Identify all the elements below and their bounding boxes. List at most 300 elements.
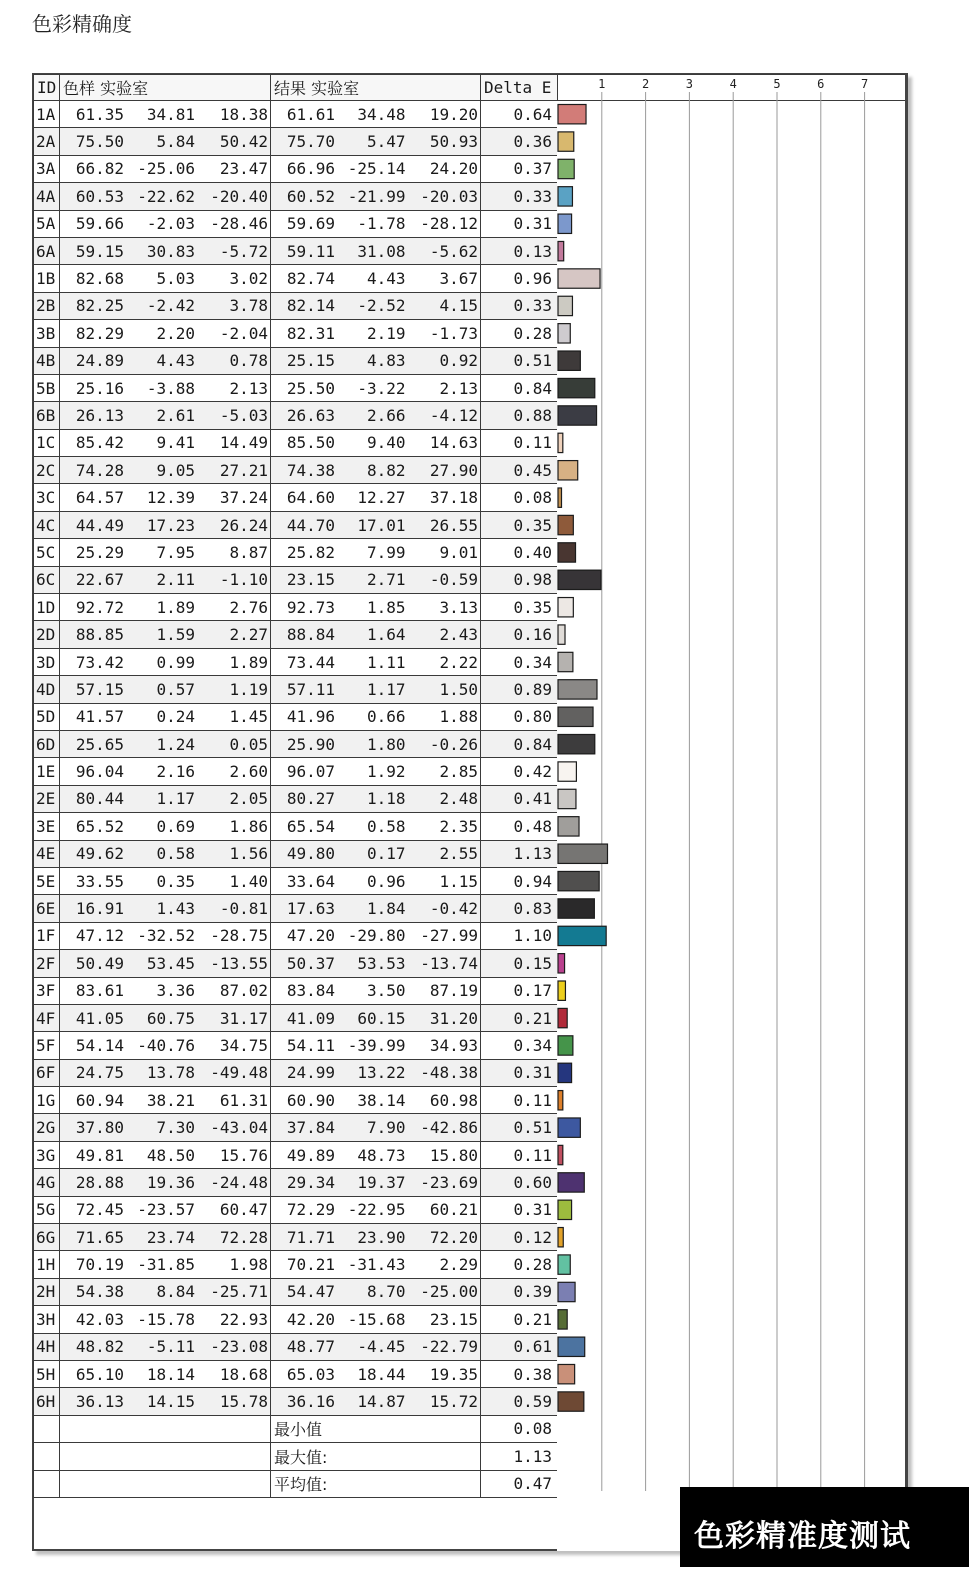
lab-l: 54.11 bbox=[286, 1035, 335, 1055]
lab-b: 3.67 bbox=[439, 269, 478, 289]
bar-1B bbox=[558, 269, 600, 288]
delta-e-value: 0.31 bbox=[481, 210, 559, 237]
lab-b: 26.24 bbox=[219, 515, 268, 535]
lab-b: 1.88 bbox=[439, 707, 478, 727]
lab-a: 1.80 bbox=[366, 734, 406, 754]
bar-1E bbox=[558, 762, 576, 781]
lab-l: 65.10 bbox=[75, 1364, 124, 1384]
summary-row bbox=[34, 1443, 559, 1470]
lab-l: 41.05 bbox=[75, 1008, 124, 1028]
patch-id: 1H bbox=[34, 1251, 60, 1278]
lab-a: 34.48 bbox=[357, 104, 406, 124]
lab-l: 25.90 bbox=[286, 734, 335, 754]
lab-b: -13.55 bbox=[210, 953, 268, 973]
delta-e-value: 0.64 bbox=[481, 101, 559, 128]
lab-a: -40.76 bbox=[137, 1035, 195, 1055]
lab-l: 83.84 bbox=[286, 981, 335, 1001]
lab-b: 60.47 bbox=[219, 1200, 268, 1220]
summary-empty-cell bbox=[60, 1470, 271, 1497]
lab-a: -15.78 bbox=[137, 1309, 195, 1329]
lab-l: 41.57 bbox=[75, 707, 124, 727]
lab-a: 5.03 bbox=[156, 269, 195, 289]
result-lab-values bbox=[271, 484, 481, 511]
sample-lab-values bbox=[60, 867, 271, 894]
result-lab-values bbox=[271, 867, 481, 894]
bar-2C bbox=[558, 461, 578, 480]
delta-e-value: 0.45 bbox=[481, 457, 559, 484]
lab-b: 2.05 bbox=[229, 789, 268, 809]
sample-lab-values bbox=[60, 484, 271, 511]
result-lab-values bbox=[271, 950, 481, 977]
lab-l: 59.11 bbox=[286, 241, 335, 261]
result-lab-values bbox=[271, 539, 481, 566]
bar-2F bbox=[558, 954, 565, 973]
patch-id: 4F bbox=[34, 1004, 60, 1031]
lab-b: -0.42 bbox=[429, 899, 478, 919]
patch-id: 4G bbox=[34, 1169, 60, 1196]
delta-e-value: 0.37 bbox=[481, 155, 559, 182]
lab-b: 1.40 bbox=[229, 871, 268, 891]
bar-1H bbox=[558, 1255, 570, 1274]
table-row bbox=[34, 703, 559, 730]
bar-4D bbox=[558, 680, 597, 699]
lab-a: 60.75 bbox=[146, 1008, 195, 1028]
lab-l: 85.42 bbox=[75, 433, 124, 453]
sample-lab-values bbox=[60, 1224, 271, 1251]
delta-e-bar-chart bbox=[557, 74, 907, 1551]
patch-id: 5H bbox=[34, 1360, 60, 1387]
sample-lab-values bbox=[60, 1251, 271, 1278]
result-lab-values bbox=[271, 183, 481, 210]
bar-2A bbox=[558, 132, 574, 151]
sample-lab-values bbox=[60, 730, 271, 757]
patch-id: 6E bbox=[34, 895, 60, 922]
summary-row bbox=[34, 1470, 559, 1497]
lab-b: 4.15 bbox=[439, 296, 478, 316]
lab-a: -23.57 bbox=[137, 1200, 195, 1220]
lab-a: 14.87 bbox=[357, 1392, 406, 1412]
lab-b: 22.93 bbox=[219, 1309, 268, 1329]
chart-background bbox=[557, 74, 907, 1551]
lab-b: 2.27 bbox=[229, 625, 268, 645]
lab-b: -28.75 bbox=[210, 926, 268, 946]
delta-e-table bbox=[33, 74, 559, 1498]
lab-l: 36.13 bbox=[75, 1392, 124, 1412]
delta-e-value: 0.33 bbox=[481, 183, 559, 210]
delta-e-value: 0.34 bbox=[481, 1032, 559, 1059]
table-row bbox=[34, 1224, 559, 1251]
x-tick-label: 7 bbox=[860, 77, 869, 91]
lab-a: -2.42 bbox=[146, 296, 195, 316]
bar-5E bbox=[558, 871, 599, 890]
lab-l: 42.20 bbox=[286, 1309, 335, 1329]
lab-a: 60.15 bbox=[357, 1008, 406, 1028]
patch-id: 1C bbox=[34, 429, 60, 456]
result-lab-values bbox=[271, 594, 481, 621]
lab-a: 30.83 bbox=[146, 241, 195, 261]
lab-b: 60.98 bbox=[429, 1090, 478, 1110]
lab-l: 73.42 bbox=[75, 652, 124, 672]
patch-id: 5D bbox=[34, 703, 60, 730]
sample-lab-values bbox=[60, 457, 271, 484]
delta-e-value: 0.38 bbox=[481, 1360, 559, 1387]
lab-a: 7.30 bbox=[156, 1118, 195, 1138]
result-lab-values bbox=[271, 511, 481, 538]
lab-b: -27.99 bbox=[420, 926, 478, 946]
lab-l: 88.84 bbox=[286, 625, 335, 645]
delta-e-value: 0.60 bbox=[481, 1169, 559, 1196]
sample-lab-values bbox=[60, 648, 271, 675]
table-row bbox=[34, 1004, 559, 1031]
lab-b: 2.13 bbox=[229, 378, 268, 398]
table-row bbox=[34, 320, 559, 347]
lab-l: 54.38 bbox=[75, 1282, 124, 1302]
patch-id: 1G bbox=[34, 1087, 60, 1114]
result-lab-values bbox=[271, 1306, 481, 1333]
lab-b: 1.86 bbox=[229, 816, 268, 836]
lab-b: 87.02 bbox=[219, 981, 268, 1001]
table-row bbox=[34, 484, 559, 511]
bar-4E bbox=[558, 844, 607, 863]
delta-e-value: 0.11 bbox=[481, 1087, 559, 1114]
result-lab-values bbox=[271, 1224, 481, 1251]
lab-l: 25.50 bbox=[286, 378, 335, 398]
lab-l: 96.07 bbox=[286, 762, 335, 782]
lab-b: 8.87 bbox=[229, 542, 268, 562]
bar-4F bbox=[558, 1008, 567, 1027]
summary-empty-cell bbox=[60, 1443, 271, 1470]
result-lab-values bbox=[271, 1114, 481, 1141]
lab-a: 1.84 bbox=[366, 899, 406, 919]
bar-3D bbox=[558, 652, 573, 671]
lab-a: 18.44 bbox=[357, 1364, 406, 1384]
lab-b: 60.21 bbox=[429, 1200, 478, 1220]
lab-l: 73.44 bbox=[286, 652, 335, 672]
patch-id: 2G bbox=[34, 1114, 60, 1141]
bar-1A bbox=[558, 105, 586, 124]
sample-lab-values bbox=[60, 101, 271, 128]
result-lab-values bbox=[271, 1251, 481, 1278]
lab-l: 54.14 bbox=[75, 1035, 124, 1055]
table-row bbox=[34, 402, 559, 429]
bar-5B bbox=[558, 378, 595, 397]
result-lab-values bbox=[271, 703, 481, 730]
result-lab-values bbox=[271, 101, 481, 128]
result-lab-values bbox=[271, 155, 481, 182]
table-row bbox=[34, 1114, 559, 1141]
delta-e-value: 0.61 bbox=[481, 1333, 559, 1360]
lab-b: 3.02 bbox=[229, 269, 268, 289]
sample-lab-values bbox=[60, 922, 271, 949]
sample-lab-values bbox=[60, 1087, 271, 1114]
bar-4G bbox=[558, 1173, 584, 1192]
table-row bbox=[34, 1278, 559, 1305]
lab-b: 15.78 bbox=[219, 1392, 268, 1412]
lab-a: 48.50 bbox=[146, 1145, 195, 1165]
lab-b: -24.48 bbox=[210, 1172, 268, 1192]
lab-b: 2.48 bbox=[439, 789, 478, 809]
lab-l: 22.67 bbox=[75, 570, 124, 590]
bar-6D bbox=[558, 734, 595, 753]
lab-a: 9.05 bbox=[156, 460, 195, 480]
patch-id: 5E bbox=[34, 867, 60, 894]
bar-4A bbox=[558, 187, 572, 206]
patch-id: 2C bbox=[34, 457, 60, 484]
lab-a: -3.22 bbox=[357, 378, 406, 398]
lab-a: 48.73 bbox=[357, 1145, 406, 1165]
delta-e-value: 0.84 bbox=[481, 730, 559, 757]
sample-lab-values bbox=[60, 977, 271, 1004]
lab-b: -49.48 bbox=[210, 1063, 268, 1083]
lab-a: 2.20 bbox=[156, 323, 195, 343]
result-lab-values bbox=[271, 1032, 481, 1059]
delta-e-value: 0.33 bbox=[481, 292, 559, 319]
lab-b: 15.76 bbox=[219, 1145, 268, 1165]
table-row bbox=[34, 566, 559, 593]
result-lab-values bbox=[271, 1141, 481, 1168]
sample-lab-values bbox=[60, 1169, 271, 1196]
lab-a: 0.99 bbox=[156, 652, 195, 672]
result-lab-values bbox=[271, 374, 481, 401]
lab-a: 1.92 bbox=[366, 762, 406, 782]
bar-3B bbox=[558, 324, 570, 343]
lab-b: 27.90 bbox=[429, 460, 478, 480]
lab-b: -5.72 bbox=[219, 241, 268, 261]
table-row bbox=[34, 1032, 559, 1059]
lab-a: 0.58 bbox=[366, 816, 406, 836]
lab-a: -1.78 bbox=[357, 214, 406, 234]
x-tick-label: 3 bbox=[685, 77, 694, 91]
patch-id: 2F bbox=[34, 950, 60, 977]
lab-l: 65.03 bbox=[286, 1364, 335, 1384]
lab-a: 2.71 bbox=[366, 570, 406, 590]
lab-b: 23.47 bbox=[219, 159, 268, 179]
header-result-lab: 结果 实验室 bbox=[271, 75, 481, 101]
result-lab-values bbox=[271, 265, 481, 292]
x-tick-label: 6 bbox=[817, 77, 825, 91]
patch-id: 6D bbox=[34, 730, 60, 757]
lab-b: 37.18 bbox=[429, 488, 478, 508]
sample-lab-values bbox=[60, 1333, 271, 1360]
table-row bbox=[34, 1306, 559, 1333]
lab-a: -32.52 bbox=[137, 926, 195, 946]
sample-lab-values bbox=[60, 1278, 271, 1305]
lab-l: 60.94 bbox=[75, 1090, 124, 1110]
lab-l: 25.29 bbox=[75, 542, 124, 562]
patch-id: 3D bbox=[34, 648, 60, 675]
delta-e-value: 0.16 bbox=[481, 621, 559, 648]
lab-l: 60.90 bbox=[286, 1090, 335, 1110]
delta-e-value: 0.28 bbox=[481, 1251, 559, 1278]
x-tick-label: 5 bbox=[773, 77, 781, 91]
lab-l: 44.49 bbox=[75, 515, 124, 535]
table-row bbox=[34, 813, 559, 840]
sample-lab-values bbox=[60, 128, 271, 155]
lab-b: 1.56 bbox=[229, 844, 268, 864]
lab-l: 85.50 bbox=[286, 433, 335, 453]
patch-id: 5G bbox=[34, 1196, 60, 1223]
table-row bbox=[34, 237, 559, 264]
delta-e-value: 0.21 bbox=[481, 1306, 559, 1333]
table-header-row bbox=[34, 75, 559, 101]
sample-lab-values bbox=[60, 1141, 271, 1168]
patch-id: 6A bbox=[34, 237, 60, 264]
lab-b: 2.35 bbox=[439, 816, 478, 836]
sample-lab-values bbox=[60, 292, 271, 319]
patch-id: 4A bbox=[34, 183, 60, 210]
sample-lab-values bbox=[60, 1196, 271, 1223]
delta-e-value: 0.12 bbox=[481, 1224, 559, 1251]
sample-lab-values bbox=[60, 1388, 271, 1415]
delta-e-value: 0.84 bbox=[481, 374, 559, 401]
lab-l: 64.57 bbox=[75, 488, 124, 508]
bar-4B bbox=[558, 351, 580, 370]
sample-lab-values bbox=[60, 840, 271, 867]
lab-l: 65.52 bbox=[75, 816, 124, 836]
lab-b: -1.73 bbox=[429, 323, 478, 343]
lab-l: 70.21 bbox=[286, 1255, 335, 1275]
lab-b: -2.04 bbox=[219, 323, 268, 343]
result-lab-values bbox=[271, 676, 481, 703]
bar-5F bbox=[558, 1036, 573, 1055]
lab-l: 44.70 bbox=[286, 515, 335, 535]
lab-b: 1.19 bbox=[229, 679, 268, 699]
patch-id: 4C bbox=[34, 511, 60, 538]
lab-l: 82.25 bbox=[75, 296, 124, 316]
lab-l: 47.20 bbox=[286, 926, 335, 946]
lab-a: 1.64 bbox=[366, 625, 406, 645]
patch-id: 3F bbox=[34, 977, 60, 1004]
sample-lab-values bbox=[60, 347, 271, 374]
lab-b: 1.45 bbox=[229, 707, 268, 727]
delta-e-value: 0.80 bbox=[481, 703, 559, 730]
lab-a: 8.84 bbox=[156, 1282, 195, 1302]
lab-l: 48.77 bbox=[286, 1337, 335, 1357]
lab-b: 15.72 bbox=[429, 1392, 478, 1412]
patch-id: 1D bbox=[34, 594, 60, 621]
lab-l: 80.44 bbox=[75, 789, 124, 809]
patch-id: 3A bbox=[34, 155, 60, 182]
delta-e-value: 0.41 bbox=[481, 785, 559, 812]
lab-a: 1.43 bbox=[156, 899, 195, 919]
result-lab-values bbox=[271, 813, 481, 840]
lab-a: 34.81 bbox=[146, 104, 195, 124]
lab-l: 17.63 bbox=[286, 899, 335, 919]
table-row bbox=[34, 758, 559, 785]
patch-id: 2E bbox=[34, 785, 60, 812]
header-sample-lab: 色样 实验室 bbox=[60, 75, 271, 101]
lab-b: -28.12 bbox=[420, 214, 478, 234]
delta-e-value: 0.15 bbox=[481, 950, 559, 977]
lab-l: 66.82 bbox=[75, 159, 124, 179]
lab-b: -20.03 bbox=[420, 186, 478, 206]
bar-3H bbox=[558, 1310, 567, 1329]
lab-l: 41.96 bbox=[286, 707, 335, 727]
result-lab-values bbox=[271, 347, 481, 374]
lab-a: 13.78 bbox=[146, 1063, 195, 1083]
lab-l: 74.28 bbox=[75, 460, 124, 480]
delta-e-value: 0.28 bbox=[481, 320, 559, 347]
result-lab-values bbox=[271, 1388, 481, 1415]
patch-id: 6F bbox=[34, 1059, 60, 1086]
lab-b: 34.93 bbox=[429, 1035, 478, 1055]
lab-a: 1.89 bbox=[156, 597, 195, 617]
lab-b: -0.81 bbox=[219, 899, 268, 919]
patch-id: 6C bbox=[34, 566, 60, 593]
lab-l: 29.34 bbox=[286, 1172, 335, 1192]
table-row bbox=[34, 374, 559, 401]
delta-e-value: 0.59 bbox=[481, 1388, 559, 1415]
summary-empty-cell bbox=[34, 1470, 60, 1497]
delta-e-value: 0.08 bbox=[481, 484, 559, 511]
lab-a: 2.16 bbox=[156, 762, 195, 782]
watermark-text: 色彩精准度测试 bbox=[694, 1519, 911, 1554]
bar-3F bbox=[558, 981, 565, 1000]
lab-a: 2.11 bbox=[156, 570, 195, 590]
bar-1F bbox=[558, 926, 606, 945]
result-lab-values bbox=[271, 1087, 481, 1114]
lab-a: 4.83 bbox=[366, 351, 406, 371]
delta-e-value: 0.51 bbox=[481, 347, 559, 374]
lab-l: 71.71 bbox=[286, 1227, 335, 1247]
sample-lab-values bbox=[60, 813, 271, 840]
lab-b: 31.17 bbox=[219, 1008, 268, 1028]
lab-l: 42.03 bbox=[75, 1309, 124, 1329]
bar-6F bbox=[558, 1063, 572, 1082]
lab-l: 48.82 bbox=[75, 1337, 124, 1357]
lab-b: -5.62 bbox=[429, 241, 478, 261]
lab-a: 0.69 bbox=[156, 816, 195, 836]
lab-a: 5.84 bbox=[156, 132, 195, 152]
lab-a: 9.40 bbox=[366, 433, 406, 453]
lab-a: 17.23 bbox=[146, 515, 195, 535]
lab-l: 24.75 bbox=[75, 1063, 124, 1083]
lab-b: 2.85 bbox=[439, 762, 478, 782]
table-row bbox=[34, 648, 559, 675]
lab-a: -31.85 bbox=[137, 1255, 195, 1275]
lab-b: 9.01 bbox=[439, 542, 478, 562]
sample-lab-values bbox=[60, 1004, 271, 1031]
lab-a: 1.11 bbox=[366, 652, 406, 672]
lab-a: 0.96 bbox=[366, 871, 406, 891]
patch-id: 3E bbox=[34, 813, 60, 840]
patch-id: 6H bbox=[34, 1388, 60, 1415]
lab-l: 60.53 bbox=[75, 186, 124, 206]
result-lab-values bbox=[271, 1196, 481, 1223]
lab-b: 72.28 bbox=[219, 1227, 268, 1247]
lab-a: 5.47 bbox=[366, 132, 406, 152]
header-id: ID bbox=[34, 75, 60, 101]
lab-b: 87.19 bbox=[429, 981, 478, 1001]
table-row bbox=[34, 1141, 559, 1168]
lab-a: 0.57 bbox=[156, 679, 195, 699]
lab-l: 82.68 bbox=[75, 269, 124, 289]
lab-b: 18.38 bbox=[219, 104, 268, 124]
summary-empty-cell bbox=[34, 1443, 60, 1470]
table-row bbox=[34, 347, 559, 374]
table-row bbox=[34, 101, 559, 128]
delta-e-value: 0.35 bbox=[481, 511, 559, 538]
lab-a: 17.01 bbox=[357, 515, 406, 535]
lab-a: 1.24 bbox=[156, 734, 195, 754]
lab-l: 50.37 bbox=[286, 953, 335, 973]
table-row bbox=[34, 895, 559, 922]
delta-e-value: 0.40 bbox=[481, 539, 559, 566]
summary-label: 平均值: bbox=[271, 1470, 481, 1497]
lab-l: 60.52 bbox=[286, 186, 335, 206]
result-lab-values bbox=[271, 922, 481, 949]
bar-4H bbox=[558, 1337, 585, 1356]
